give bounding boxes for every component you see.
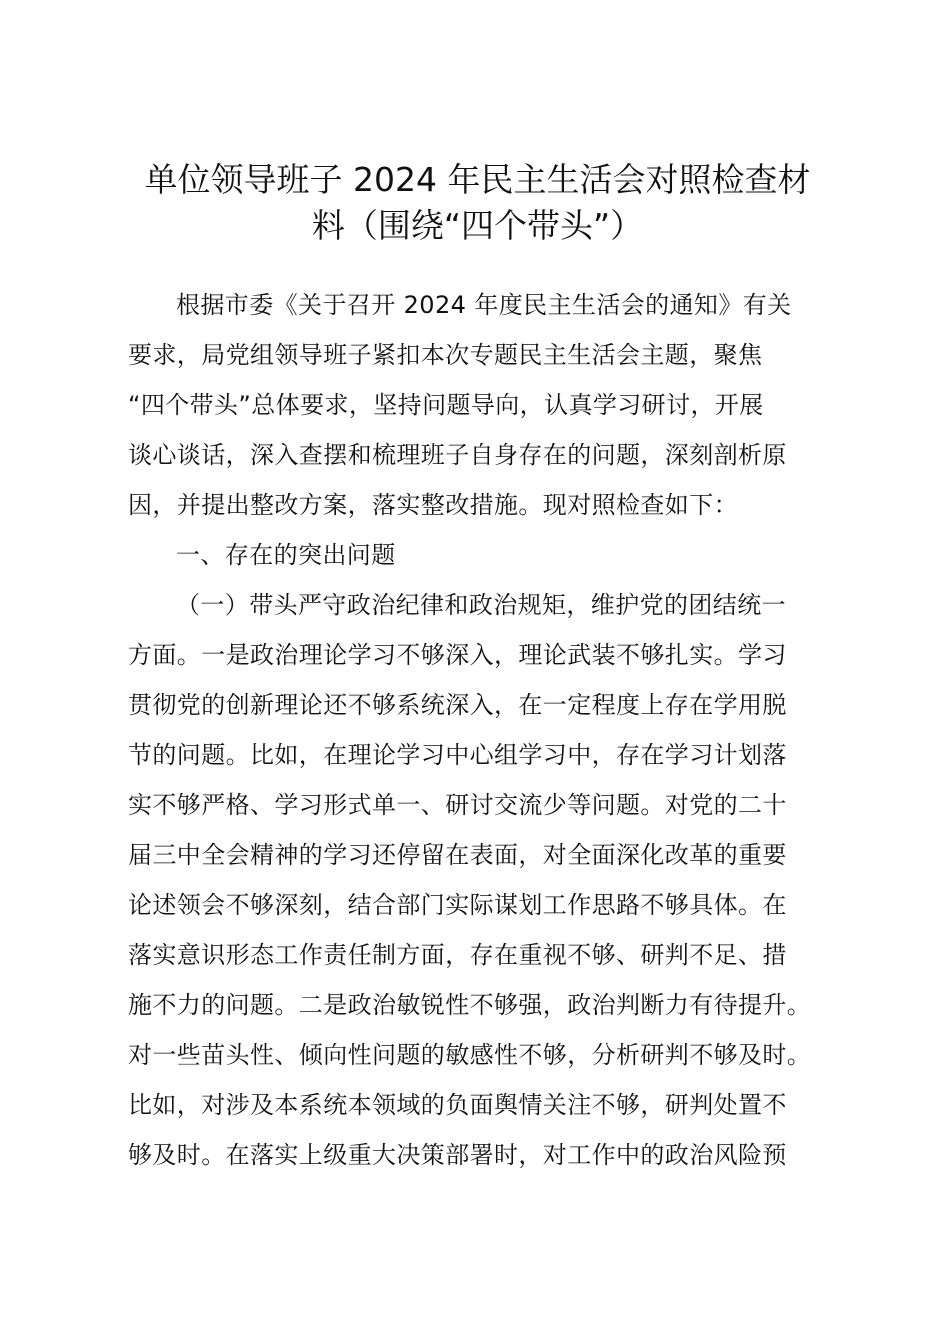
paragraph-line: 因，并提出整改方案，落实整改措施。现对照检查如下：: [128, 491, 738, 519]
paragraph-line: 比如，对涉及本系统本领域的负面舆情关注不够，研判处置不: [128, 1091, 787, 1119]
paragraph-line: 论述领会不够深刻，结合部门实际谋划工作思路不够具体。在: [128, 891, 787, 919]
title-line: 料（围绕“四个带头”）: [311, 206, 644, 245]
document-body: [128, 280, 868, 1180]
paragraph-line: 节的问题。比如，在理论学习中心组学习中，存在学习计划落: [128, 741, 787, 769]
paragraph-line: 落实意识形态工作责任制方面，存在重视不够、研判不足、措: [128, 941, 787, 969]
paragraph-line: 方面。一是政治理论学习不够深入，理论武装不够扎实。学习: [128, 641, 787, 669]
paragraph-line: 对一些苗头性、倾向性问题的敏感性不够，分析研判不够及时。: [128, 1041, 812, 1069]
section-heading: 一、存在的突出问题: [176, 541, 396, 569]
paragraph-line: 实不够严格、学习形式单一、研讨交流少等问题。对党的二十: [128, 791, 787, 819]
paragraph-line: 根据市委《关于召开 2024 年度民主生活会的通知》有关: [176, 291, 792, 319]
paragraph-line: 谈心谈话，深入查摆和梳理班子自身存在的问题，深刻剖析原: [128, 441, 787, 469]
paragraph-line: （一）带头严守政治纪律和政治规矩，维护党的团结统一: [176, 591, 786, 619]
paragraph-line: 要求，局党组领导班子紧扣本次专题民主生活会主题，聚焦: [128, 341, 763, 369]
paragraph-line: 贯彻党的创新理论还不够系统深入，在一定程度上存在学用脱: [128, 691, 787, 719]
paragraph-line: 届三中全会精神的学习还停留在表面，对全面深化改革的重要: [128, 841, 787, 869]
title-line: 单位领导班子 2024 年民主生活会对照检查材: [144, 160, 811, 199]
document-title: [110, 157, 845, 249]
paragraph-line: “四个带头”总体要求，坚持问题导向，认真学习研讨，开展: [128, 391, 764, 419]
paragraph-line: 够及时。在落实上级重大决策部署时，对工作中的政治风险预: [128, 1141, 787, 1169]
paragraph-line: 施不力的问题。二是政治敏锐性不够强，政治判断力有待提升。: [128, 991, 812, 1019]
